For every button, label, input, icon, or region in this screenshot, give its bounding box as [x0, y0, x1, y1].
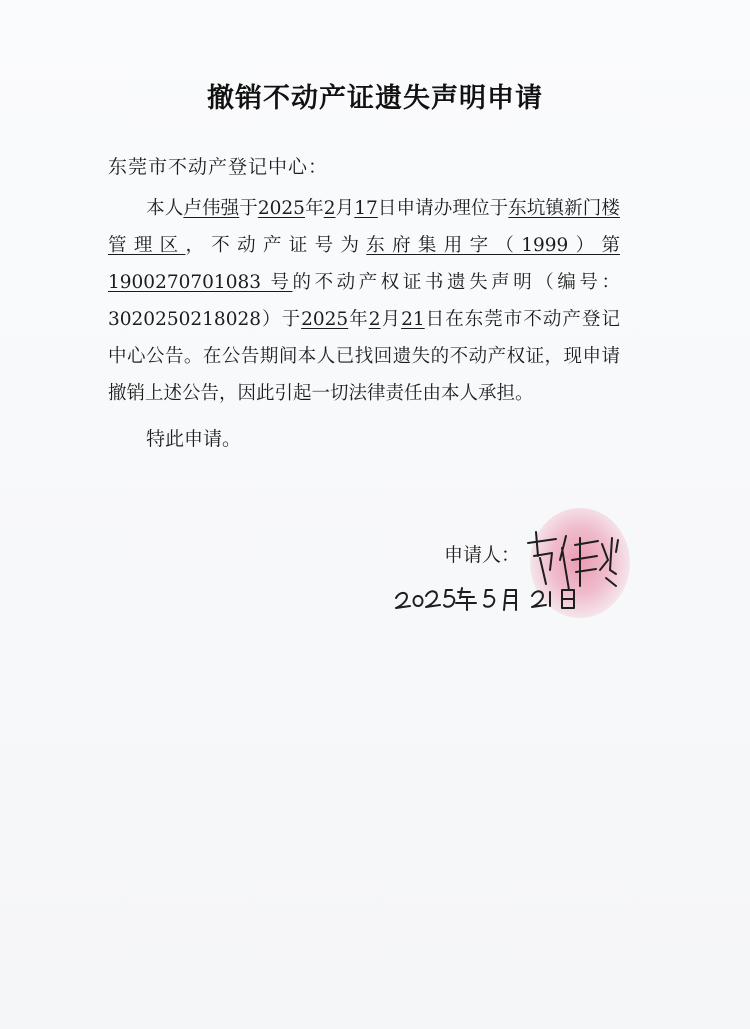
announce-day: 21	[401, 309, 425, 330]
body-text-8: 年	[348, 309, 369, 330]
property-location: 东坑镇新门楼管理区	[108, 198, 620, 256]
body-text-2: 于	[239, 198, 258, 219]
body-text-1: 本人	[146, 198, 184, 219]
body-text-7: 的不动产权证书遗失声明（编号：3020250218028）于	[108, 272, 620, 330]
announce-year: 2025	[301, 309, 349, 330]
closing-line: 特此申请。	[146, 428, 242, 450]
announce-month: 2	[368, 309, 381, 330]
body-text-10: 日在东莞市不动产登记中心公告。在公告期间本人已找回遗失的不动产权证，现申请撤销上述公告，因此引起一切法律责任由本人承担。	[108, 309, 620, 404]
applicant-name: 卢伟强	[183, 198, 240, 219]
salutation: 东莞市不动产登记中心：	[108, 156, 329, 178]
handwritten-date	[396, 588, 574, 610]
body-text-4: 月	[335, 198, 355, 219]
body-text-5: 日申请办理位于	[377, 198, 509, 219]
document-title: 撤销不动产证遗失声明申请	[207, 83, 543, 114]
body-text-9: 月	[380, 309, 402, 330]
apply-year: 2025	[257, 198, 305, 219]
applicant-label: 申请人：	[444, 544, 521, 566]
apply-month: 2	[323, 198, 336, 219]
body-text-3: 年	[304, 198, 324, 219]
body-text-6: ，不动产证号为	[185, 235, 367, 256]
handwritten-signature	[528, 532, 618, 590]
apply-day: 17	[354, 198, 378, 219]
certificate-number: 东府集用字（1999）第1900270701083 号	[108, 235, 620, 293]
